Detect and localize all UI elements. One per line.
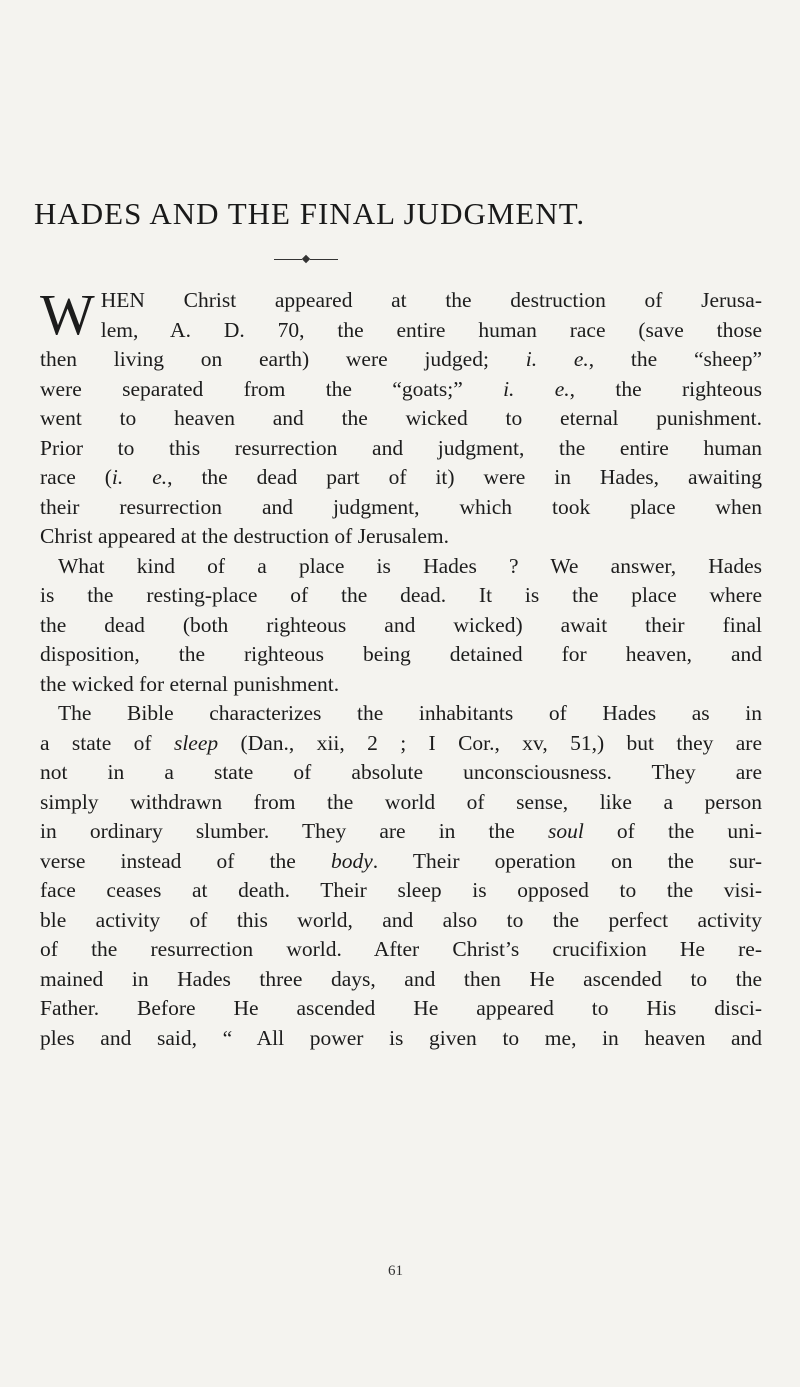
text-line: their resurrection and judgment, which took place when <box>40 494 762 519</box>
text-line: What kind of a place is Hades ? We answer, Hades <box>58 553 762 578</box>
paragraph-3 <box>40 699 762 1053</box>
page-number: 61 <box>388 1263 403 1279</box>
text-line: of the resurrection world. After Christ’s crucifixion He re- <box>40 937 762 961</box>
text-line: lem, A. D. 70, the entire human race (save those <box>100 317 762 342</box>
text-line: were separated from the “goats;” i. e., the righteous <box>40 376 762 401</box>
text-line: then living on earth) were judged; i. e., the “sheep” <box>40 347 762 371</box>
ornament-rule-right <box>310 259 338 260</box>
text-line: verse instead of the body. Their operation on the sur- <box>40 848 762 873</box>
paragraph-1 <box>40 282 762 552</box>
text-line: the wicked for eternal punishment. <box>40 671 340 696</box>
text-line: simply withdrawn from the world of sense, like a person <box>40 789 762 814</box>
text-line: HEN Christ appeared at the destruction of Jerusa- <box>100 288 762 312</box>
text-line: race (i. e., the dead part of it) were in Hades, awaiting <box>40 465 762 489</box>
text-line: went to heaven and the wicked to eternal punishment. <box>40 406 762 430</box>
paragraph-2 <box>40 552 762 700</box>
ornament-rule-left <box>274 259 302 260</box>
title-ornament <box>274 256 338 264</box>
text-line: Father. Before He ascended He appeared to His disci- <box>40 996 762 1020</box>
text-line: a state of sleep (Dan., xii, 2 ; I Cor., xv, 51,) but they are <box>40 730 762 755</box>
chapter-title: HADES AND THE FINAL JUDGMENT. <box>34 196 586 231</box>
text-line: face ceases at death. Their sleep is opposed to the visi- <box>40 878 762 902</box>
body-text <box>40 282 762 1053</box>
text-line: ples and said, “ All power is given to me, in heaven and <box>40 1025 762 1050</box>
text-line: Christ appeared at the destruction of Jerusalem. <box>40 524 449 548</box>
text-line: disposition, the righteous being detained for heaven, and <box>40 642 762 666</box>
ornament-diamond-icon <box>302 255 310 263</box>
text-line: mained in Hades three days, and then He ascended to the <box>40 966 762 991</box>
text-line: ble activity of this world, and also to the perfect activity <box>40 907 762 932</box>
text-line: is the resting-place of the dead. It is the place where <box>40 583 762 607</box>
text-line: The Bible characterizes the inhabitants of Hades as in <box>58 701 762 725</box>
text-line: the dead (both righteous and wicked) await their final <box>40 612 762 637</box>
drop-cap: W <box>40 282 95 347</box>
text-line: in ordinary slumber. They are in the soul of the uni- <box>40 819 762 843</box>
text-line: not in a state of absolute unconsciousness. They are <box>40 760 762 784</box>
text-line: Prior to this resurrection and judgment, the entire human <box>40 435 762 460</box>
